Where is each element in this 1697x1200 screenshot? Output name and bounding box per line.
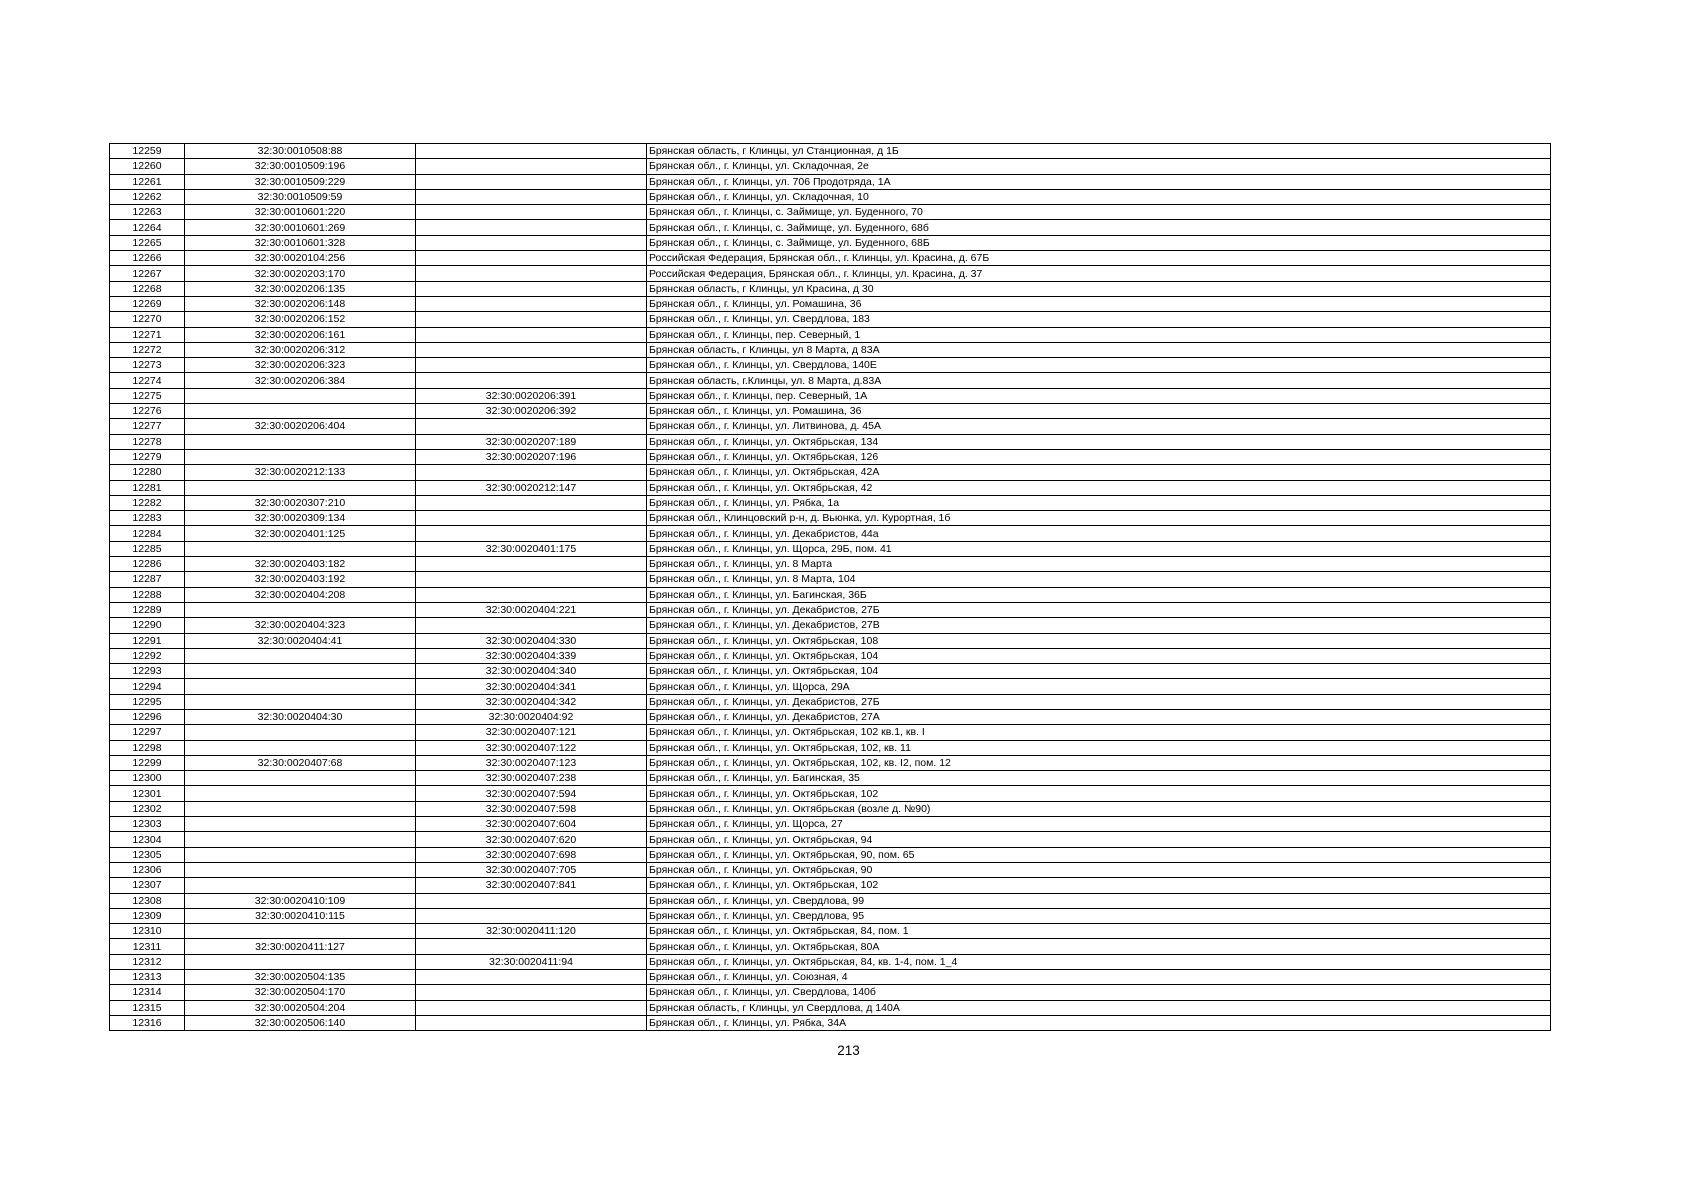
table-row (110, 817, 1551, 832)
row-number-cell: 12263 (110, 205, 185, 220)
address-cell: Брянская обл., г. Клинцы, ул. Свердлова, 95 (647, 908, 1551, 923)
related-cadastral-number-cell (416, 174, 647, 189)
address-cell: Брянская обл., г. Клинцы, ул. Октябрьская, 104 (647, 648, 1551, 663)
table-row (110, 220, 1551, 235)
table-row (110, 541, 1551, 556)
table-row (110, 1000, 1551, 1015)
related-cadastral-number-cell: 32:30:0020212:147 (416, 480, 647, 495)
table-row (110, 495, 1551, 510)
table-row (110, 388, 1551, 403)
table-row (110, 633, 1551, 648)
row-number-cell: 12298 (110, 740, 185, 755)
cadastral-number-cell: 32:30:0020407:68 (185, 755, 416, 770)
row-number-cell: 12281 (110, 480, 185, 495)
cadastral-number-cell: 32:30:0010601:269 (185, 220, 416, 235)
table-row (110, 924, 1551, 939)
address-cell: Брянская обл., г. Клинцы, с. Займище, ул. Буденного, 68б (647, 220, 1551, 235)
table-row (110, 327, 1551, 342)
table-row (110, 602, 1551, 617)
table-row (110, 740, 1551, 755)
cadastral-number-cell (185, 388, 416, 403)
cadastral-number-cell: 32:30:0020212:133 (185, 465, 416, 480)
cadastral-number-cell: 32:30:0020206:135 (185, 281, 416, 296)
address-cell: Брянская обл., г. Клинцы, ул. Октябрьская, 134 (647, 434, 1551, 449)
address-cell: Брянская обл., г. Клинцы, ул. Рябка, 34А (647, 1015, 1551, 1030)
row-number-cell: 12267 (110, 266, 185, 281)
cadastral-number-cell: 32:30:0020206:312 (185, 342, 416, 357)
related-cadastral-number-cell: 32:30:0020407:698 (416, 847, 647, 862)
registry-table (109, 143, 1551, 1031)
related-cadastral-number-cell (416, 465, 647, 480)
table-row (110, 648, 1551, 663)
address-cell: Брянская обл., г. Клинцы, ул. Октябрьская, 126 (647, 449, 1551, 464)
table-row (110, 358, 1551, 373)
row-number-cell: 12297 (110, 725, 185, 740)
table-row (110, 786, 1551, 801)
cadastral-number-cell: 32:30:0010509:196 (185, 159, 416, 174)
table-row (110, 694, 1551, 709)
row-number-cell: 12260 (110, 159, 185, 174)
address-cell: Брянская обл., г. Клинцы, ул. 706 Продотряда, 1А (647, 174, 1551, 189)
related-cadastral-number-cell: 32:30:0020404:330 (416, 633, 647, 648)
related-cadastral-number-cell (416, 1000, 647, 1015)
table-row (110, 618, 1551, 633)
table-row (110, 832, 1551, 847)
cadastral-number-cell (185, 740, 416, 755)
cadastral-number-cell (185, 480, 416, 495)
related-cadastral-number-cell: 32:30:0020207:189 (416, 434, 647, 449)
related-cadastral-number-cell (416, 235, 647, 250)
row-number-cell: 12271 (110, 327, 185, 342)
table-row (110, 847, 1551, 862)
table-row (110, 251, 1551, 266)
address-cell: Брянская обл., г. Клинцы, ул. Октябрьская, 102, кв. I2, пом. 12 (647, 755, 1551, 770)
cadastral-number-cell: 32:30:0020206:161 (185, 327, 416, 342)
row-number-cell: 12296 (110, 709, 185, 724)
row-number-cell: 12283 (110, 511, 185, 526)
row-number-cell: 12275 (110, 388, 185, 403)
related-cadastral-number-cell (416, 618, 647, 633)
related-cadastral-number-cell: 32:30:0020404:341 (416, 679, 647, 694)
address-cell: Брянская обл., г. Клинцы, ул. Щорса, 27 (647, 817, 1551, 832)
cadastral-number-cell: 32:30:0020203:170 (185, 266, 416, 281)
cadastral-number-cell (185, 801, 416, 816)
table-row (110, 908, 1551, 923)
table-row (110, 771, 1551, 786)
related-cadastral-number-cell: 32:30:0020407:123 (416, 755, 647, 770)
cadastral-number-cell: 32:30:0020403:182 (185, 557, 416, 572)
cadastral-number-cell (185, 434, 416, 449)
related-cadastral-number-cell: 32:30:0020407:705 (416, 862, 647, 877)
address-cell: Брянская обл., г. Клинцы, ул. Октябрьская, 102, кв. 11 (647, 740, 1551, 755)
related-cadastral-number-cell (416, 985, 647, 1000)
related-cadastral-number-cell: 32:30:0020206:391 (416, 388, 647, 403)
address-cell: Брянская обл., г. Клинцы, ул. Октябрьская, 80А (647, 939, 1551, 954)
address-cell: Брянская обл., г. Клинцы, ул. Декабристов, 27Б (647, 694, 1551, 709)
table-row (110, 465, 1551, 480)
table-row (110, 449, 1551, 464)
cadastral-number-cell (185, 664, 416, 679)
row-number-cell: 12268 (110, 281, 185, 296)
table-row (110, 557, 1551, 572)
related-cadastral-number-cell: 32:30:0020401:175 (416, 541, 647, 556)
address-cell: Брянская обл., г. Клинцы, ул. Декабристов, 27Б (647, 602, 1551, 617)
table-row (110, 664, 1551, 679)
related-cadastral-number-cell (416, 266, 647, 281)
related-cadastral-number-cell (416, 970, 647, 985)
cadastral-number-cell (185, 924, 416, 939)
row-number-cell: 12310 (110, 924, 185, 939)
cadastral-number-cell: 32:30:0010601:328 (185, 235, 416, 250)
address-cell: Брянская область, г Клинцы, ул 8 Марта, д 83А (647, 342, 1551, 357)
table-row (110, 985, 1551, 1000)
row-number-cell: 12266 (110, 251, 185, 266)
row-number-cell: 12306 (110, 862, 185, 877)
row-number-cell: 12290 (110, 618, 185, 633)
address-cell: Брянская обл., г. Клинцы, ул. Союзная, 4 (647, 970, 1551, 985)
cadastral-number-cell: 32:30:0020504:170 (185, 985, 416, 1000)
related-cadastral-number-cell: 32:30:0020404:339 (416, 648, 647, 663)
row-number-cell: 12286 (110, 557, 185, 572)
cadastral-number-cell: 32:30:0010601:220 (185, 205, 416, 220)
table-row (110, 862, 1551, 877)
related-cadastral-number-cell (416, 342, 647, 357)
address-cell: Брянская обл., г. Клинцы, ул. Щорса, 29А (647, 679, 1551, 694)
row-number-cell: 12305 (110, 847, 185, 862)
address-cell: Брянская обл., г. Клинцы, ул. Октябрьская, 102 (647, 878, 1551, 893)
cadastral-number-cell: 32:30:0020410:109 (185, 893, 416, 908)
address-cell: Брянская обл., г. Клинцы, ул. Рябка, 1а (647, 495, 1551, 510)
address-cell: Брянская обл., г. Клинцы, ул. Октябрьская (возле д. №90) (647, 801, 1551, 816)
related-cadastral-number-cell (416, 281, 647, 296)
table-row (110, 725, 1551, 740)
row-number-cell: 12274 (110, 373, 185, 388)
related-cadastral-number-cell: 32:30:0020206:392 (416, 404, 647, 419)
table-row (110, 419, 1551, 434)
row-number-cell: 12294 (110, 679, 185, 694)
row-number-cell: 12301 (110, 786, 185, 801)
table-row (110, 970, 1551, 985)
row-number-cell: 12262 (110, 189, 185, 204)
row-number-cell: 12282 (110, 495, 185, 510)
address-cell: Брянская обл., г. Клинцы, ул. Свердлова, 183 (647, 312, 1551, 327)
registry-table-body (110, 144, 1551, 1031)
table-row (110, 159, 1551, 174)
cadastral-number-cell (185, 832, 416, 847)
cadastral-number-cell (185, 878, 416, 893)
row-number-cell: 12315 (110, 1000, 185, 1015)
related-cadastral-number-cell: 32:30:0020404:92 (416, 709, 647, 724)
cadastral-number-cell: 32:30:0020404:30 (185, 709, 416, 724)
address-cell: Брянская обл., Клинцовский р-н, д. Вьюнка, ул. Курортная, 1б (647, 511, 1551, 526)
related-cadastral-number-cell: 32:30:0020411:94 (416, 954, 647, 969)
row-number-cell: 12299 (110, 755, 185, 770)
cadastral-number-cell: 32:30:0020404:41 (185, 633, 416, 648)
row-number-cell: 12261 (110, 174, 185, 189)
cadastral-number-cell (185, 862, 416, 877)
address-cell: Брянская обл., г. Клинцы, ул. Ромашина, 36 (647, 404, 1551, 419)
row-number-cell: 12277 (110, 419, 185, 434)
related-cadastral-number-cell: 32:30:0020407:604 (416, 817, 647, 832)
row-number-cell: 12288 (110, 587, 185, 602)
table-row (110, 266, 1551, 281)
related-cadastral-number-cell (416, 526, 647, 541)
address-cell: Брянская обл., г. Клинцы, ул. Свердлова, 140б (647, 985, 1551, 1000)
related-cadastral-number-cell (416, 939, 647, 954)
related-cadastral-number-cell (416, 189, 647, 204)
row-number-cell: 12314 (110, 985, 185, 1000)
related-cadastral-number-cell (416, 908, 647, 923)
cadastral-number-cell: 32:30:0020404:208 (185, 587, 416, 602)
related-cadastral-number-cell (416, 251, 647, 266)
related-cadastral-number-cell (416, 205, 647, 220)
cadastral-number-cell: 32:30:0020411:127 (185, 939, 416, 954)
cadastral-number-cell (185, 694, 416, 709)
cadastral-number-cell: 32:30:0020206:323 (185, 358, 416, 373)
table-row (110, 434, 1551, 449)
cadastral-number-cell: 32:30:0020206:384 (185, 373, 416, 388)
row-number-cell: 12285 (110, 541, 185, 556)
table-row (110, 587, 1551, 602)
table-row (110, 281, 1551, 296)
address-cell: Брянская обл., г. Клинцы, ул. Октябрьская, 84, пом. 1 (647, 924, 1551, 939)
address-cell: Брянская область, г.Клинцы, ул. 8 Марта, д.83А (647, 373, 1551, 388)
row-number-cell: 12278 (110, 434, 185, 449)
row-number-cell: 12276 (110, 404, 185, 419)
address-cell: Брянская обл., г. Клинцы, пер. Северный, 1 (647, 327, 1551, 342)
table-row (110, 709, 1551, 724)
table-row (110, 893, 1551, 908)
address-cell: Брянская обл., г. Клинцы, ул. Щорса, 29Б, пом. 41 (647, 541, 1551, 556)
row-number-cell: 12270 (110, 312, 185, 327)
cadastral-number-cell (185, 449, 416, 464)
address-cell: Брянская обл., г. Клинцы, ул. Октябрьская, 84, кв. 1-4, пом. 1_4 (647, 954, 1551, 969)
cadastral-number-cell: 32:30:0010508:88 (185, 144, 416, 159)
related-cadastral-number-cell: 32:30:0020407:122 (416, 740, 647, 755)
row-number-cell: 12272 (110, 342, 185, 357)
address-cell: Брянская обл., г. Клинцы, ул. Ромашина, 36 (647, 296, 1551, 311)
cadastral-number-cell (185, 541, 416, 556)
address-cell: Брянская обл., г. Клинцы, ул. Декабристов, 27В (647, 618, 1551, 633)
table-row (110, 801, 1551, 816)
address-cell: Брянская обл., г. Клинцы, ул. Багинская, 35 (647, 771, 1551, 786)
related-cadastral-number-cell: 32:30:0020407:238 (416, 771, 647, 786)
address-cell: Брянская обл., г. Клинцы, с. Займище, ул. Буденного, 68Б (647, 235, 1551, 250)
table-row (110, 480, 1551, 495)
address-cell: Брянская область, г Клинцы, ул Станционная, д 1Б (647, 144, 1551, 159)
address-cell: Брянская обл., г. Клинцы, ул. Багинская, 36Б (647, 587, 1551, 602)
address-cell: Брянская обл., г. Клинцы, пер. Северный, 1А (647, 388, 1551, 403)
related-cadastral-number-cell (416, 296, 647, 311)
cadastral-number-cell (185, 602, 416, 617)
cadastral-number-cell: 32:30:0020504:135 (185, 970, 416, 985)
related-cadastral-number-cell (416, 1015, 647, 1030)
related-cadastral-number-cell: 32:30:0020407:121 (416, 725, 647, 740)
address-cell: Брянская обл., г. Клинцы, ул. Декабристов, 44а (647, 526, 1551, 541)
address-cell: Брянская обл., г. Клинцы, ул. Свердлова, 140Е (647, 358, 1551, 373)
address-cell: Брянская обл., г. Клинцы, ул. Складочная, 2е (647, 159, 1551, 174)
cadastral-number-cell (185, 404, 416, 419)
row-number-cell: 12311 (110, 939, 185, 954)
row-number-cell: 12284 (110, 526, 185, 541)
table-row (110, 235, 1551, 250)
table-row (110, 572, 1551, 587)
related-cadastral-number-cell (416, 511, 647, 526)
cadastral-number-cell (185, 817, 416, 832)
row-number-cell: 12292 (110, 648, 185, 663)
cadastral-number-cell: 32:30:0020404:323 (185, 618, 416, 633)
related-cadastral-number-cell (416, 419, 647, 434)
address-cell: Брянская обл., г. Клинцы, ул. Литвинова, д. 45А (647, 419, 1551, 434)
cadastral-number-cell: 32:30:0020410:115 (185, 908, 416, 923)
related-cadastral-number-cell: 32:30:0020404:340 (416, 664, 647, 679)
table-row (110, 144, 1551, 159)
address-cell: Брянская обл., г. Клинцы, ул. Октябрьская, 94 (647, 832, 1551, 847)
related-cadastral-number-cell: 32:30:0020207:196 (416, 449, 647, 464)
row-number-cell: 12289 (110, 602, 185, 617)
row-number-cell: 12293 (110, 664, 185, 679)
row-number-cell: 12291 (110, 633, 185, 648)
related-cadastral-number-cell (416, 587, 647, 602)
address-cell: Брянская обл., г. Клинцы, ул. Октябрьская, 90, пом. 65 (647, 847, 1551, 862)
row-number-cell: 12259 (110, 144, 185, 159)
table-row (110, 312, 1551, 327)
table-row (110, 954, 1551, 969)
related-cadastral-number-cell: 32:30:0020407:598 (416, 801, 647, 816)
related-cadastral-number-cell (416, 358, 647, 373)
table-row (110, 1015, 1551, 1030)
table-row (110, 679, 1551, 694)
table-row (110, 205, 1551, 220)
row-number-cell: 12308 (110, 893, 185, 908)
cadastral-number-cell: 32:30:0020206:152 (185, 312, 416, 327)
cadastral-number-cell: 32:30:0020206:404 (185, 419, 416, 434)
related-cadastral-number-cell (416, 312, 647, 327)
address-cell: Брянская обл., г. Клинцы, ул. Октябрьская, 102 (647, 786, 1551, 801)
row-number-cell: 12307 (110, 878, 185, 893)
address-cell: Брянская обл., г. Клинцы, ул. Октябрьская, 42 (647, 480, 1551, 495)
cadastral-number-cell (185, 725, 416, 740)
address-cell: Брянская обл., г. Клинцы, с. Займище, ул. Буденного, 70 (647, 205, 1551, 220)
row-number-cell: 12280 (110, 465, 185, 480)
address-cell: Брянская обл., г. Клинцы, ул. Октябрьская, 90 (647, 862, 1551, 877)
cadastral-number-cell: 32:30:0020307:210 (185, 495, 416, 510)
address-cell: Российская Федерация, Брянская обл., г. Клинцы, ул. Красина, д. 67Б (647, 251, 1551, 266)
row-number-cell: 12312 (110, 954, 185, 969)
table-row (110, 296, 1551, 311)
table-row (110, 526, 1551, 541)
row-number-cell: 12264 (110, 220, 185, 235)
table-row (110, 939, 1551, 954)
row-number-cell: 12304 (110, 832, 185, 847)
address-cell: Брянская область, г Клинцы, ул Красина, д 30 (647, 281, 1551, 296)
table-row (110, 878, 1551, 893)
address-cell: Брянская обл., г. Клинцы, ул. Складочная, 10 (647, 189, 1551, 204)
table-row (110, 342, 1551, 357)
related-cadastral-number-cell (416, 557, 647, 572)
related-cadastral-number-cell: 32:30:0020407:841 (416, 878, 647, 893)
table-row (110, 189, 1551, 204)
cadastral-number-cell: 32:30:0020506:140 (185, 1015, 416, 1030)
cadastral-number-cell: 32:30:0010509:59 (185, 189, 416, 204)
cadastral-number-cell: 32:30:0020206:148 (185, 296, 416, 311)
cadastral-number-cell (185, 679, 416, 694)
related-cadastral-number-cell (416, 159, 647, 174)
row-number-cell: 12287 (110, 572, 185, 587)
cadastral-number-cell (185, 786, 416, 801)
table-row (110, 373, 1551, 388)
cadastral-number-cell (185, 954, 416, 969)
related-cadastral-number-cell (416, 144, 647, 159)
cadastral-number-cell: 32:30:0020309:134 (185, 511, 416, 526)
row-number-cell: 12309 (110, 908, 185, 923)
address-cell: Российская Федерация, Брянская обл., г. Клинцы, ул. Красина, д. 37 (647, 266, 1551, 281)
row-number-cell: 12313 (110, 970, 185, 985)
page-number: 213 (837, 1043, 860, 1058)
related-cadastral-number-cell: 32:30:0020404:221 (416, 602, 647, 617)
address-cell: Брянская обл., г. Клинцы, ул. Октябрьская, 108 (647, 633, 1551, 648)
address-cell: Брянская область, г Клинцы, ул Свердлова, д 140А (647, 1000, 1551, 1015)
related-cadastral-number-cell: 32:30:0020407:620 (416, 832, 647, 847)
row-number-cell: 12279 (110, 449, 185, 464)
address-cell: Брянская обл., г. Клинцы, ул. Декабристов, 27А (647, 709, 1551, 724)
cadastral-number-cell: 32:30:0020403:192 (185, 572, 416, 587)
cadastral-number-cell: 32:30:0020401:125 (185, 526, 416, 541)
row-number-cell: 12269 (110, 296, 185, 311)
related-cadastral-number-cell (416, 220, 647, 235)
address-cell: Брянская обл., г. Клинцы, ул. 8 Марта, 104 (647, 572, 1551, 587)
related-cadastral-number-cell (416, 893, 647, 908)
related-cadastral-number-cell (416, 327, 647, 342)
table-row (110, 174, 1551, 189)
address-cell: Брянская обл., г. Клинцы, ул. Октябрьская, 102 кв.1, кв. I (647, 725, 1551, 740)
address-cell: Брянская обл., г. Клинцы, ул. 8 Марта (647, 557, 1551, 572)
row-number-cell: 12302 (110, 801, 185, 816)
related-cadastral-number-cell: 32:30:0020404:342 (416, 694, 647, 709)
cadastral-number-cell: 32:30:0020504:204 (185, 1000, 416, 1015)
address-cell: Брянская обл., г. Клинцы, ул. Октябрьская, 42А (647, 465, 1551, 480)
related-cadastral-number-cell (416, 572, 647, 587)
table-row (110, 404, 1551, 419)
table-row (110, 511, 1551, 526)
related-cadastral-number-cell (416, 373, 647, 388)
related-cadastral-number-cell: 32:30:0020407:594 (416, 786, 647, 801)
row-number-cell: 12265 (110, 235, 185, 250)
address-cell: Брянская обл., г. Клинцы, ул. Октябрьская, 104 (647, 664, 1551, 679)
related-cadastral-number-cell (416, 495, 647, 510)
row-number-cell: 12316 (110, 1015, 185, 1030)
cadastral-number-cell: 32:30:0010509:229 (185, 174, 416, 189)
row-number-cell: 12295 (110, 694, 185, 709)
table-row (110, 755, 1551, 770)
related-cadastral-number-cell: 32:30:0020411:120 (416, 924, 647, 939)
cadastral-number-cell: 32:30:0020104:256 (185, 251, 416, 266)
row-number-cell: 12300 (110, 771, 185, 786)
address-cell: Брянская обл., г. Клинцы, ул. Свердлова, 99 (647, 893, 1551, 908)
cadastral-number-cell (185, 648, 416, 663)
row-number-cell: 12273 (110, 358, 185, 373)
cadastral-number-cell (185, 771, 416, 786)
row-number-cell: 12303 (110, 817, 185, 832)
cadastral-number-cell (185, 847, 416, 862)
